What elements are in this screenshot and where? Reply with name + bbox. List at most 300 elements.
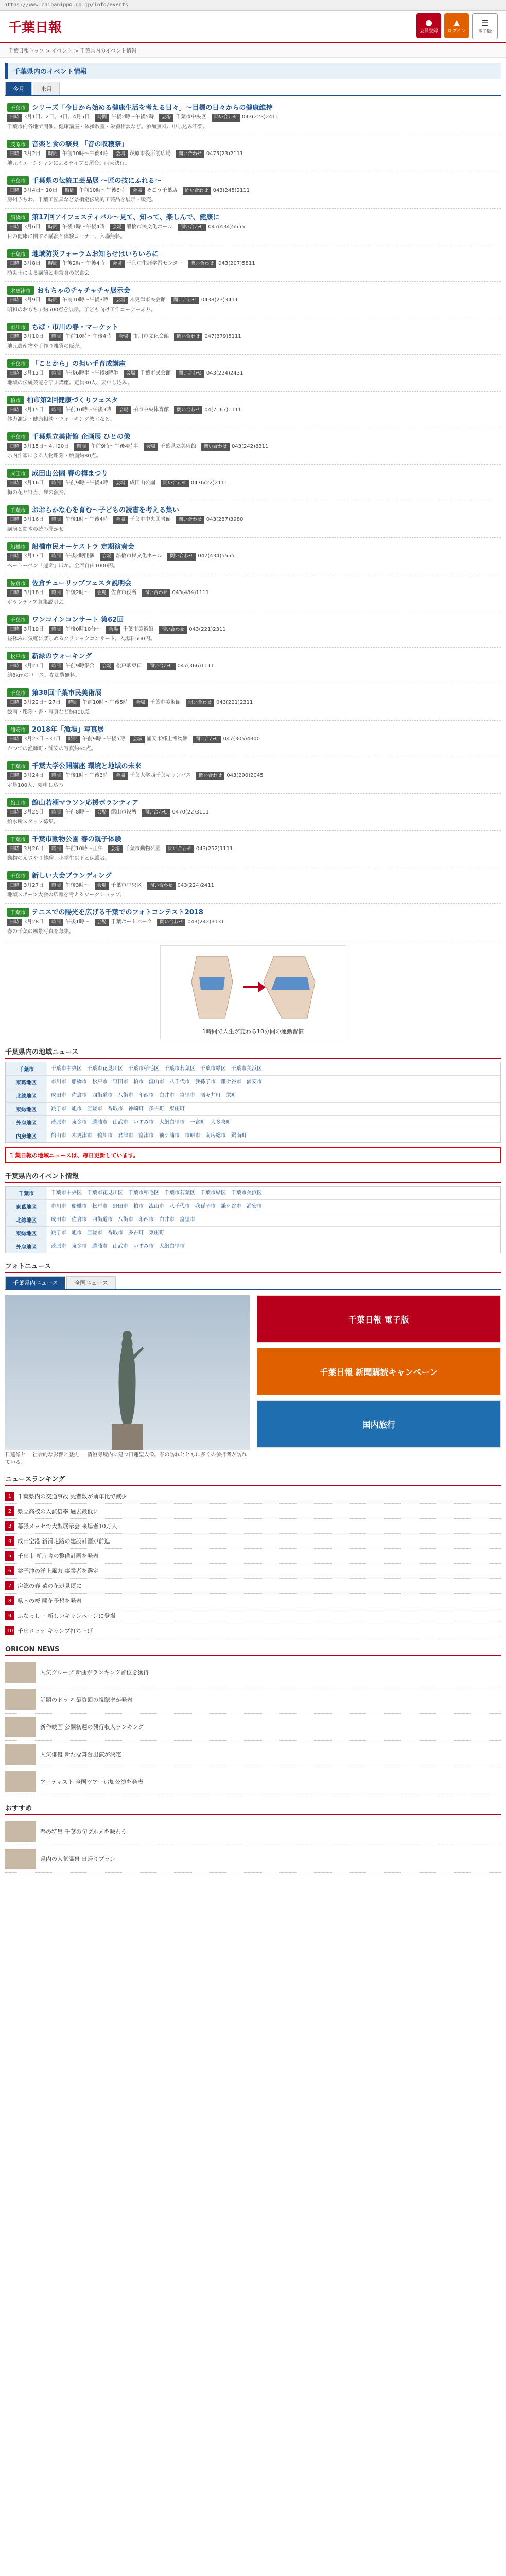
digital-edition-label: 電子版 xyxy=(478,29,492,35)
region-name[interactable]: 外房地区 xyxy=(6,1116,47,1129)
ranking-title-link[interactable]: 房総の春 菜の花が見頃に xyxy=(18,1583,82,1589)
event-meta xyxy=(7,296,499,304)
event-area-badge: 千葉市 xyxy=(7,871,29,880)
event-description: 地元ミュージシャンによるライブと屋台。雨天決行。 xyxy=(7,161,130,166)
event-head xyxy=(7,907,499,917)
city-link[interactable]: 南房総市 xyxy=(205,1133,226,1139)
region-name[interactable]: 千葉市 xyxy=(6,1062,47,1075)
event-title-link[interactable]: 第17回アイフェスティバル〜見て、知って、楽しんで、健康に xyxy=(32,214,220,222)
city-link[interactable]: 旭市 xyxy=(72,1230,82,1236)
tab-photo-local[interactable]: 千葉県内ニュース xyxy=(5,1276,65,1289)
recommend-thumbnail xyxy=(5,1821,36,1842)
city-link[interactable]: 船橋市 xyxy=(72,1079,87,1085)
region-name[interactable]: 東総地区 xyxy=(6,1103,47,1115)
city-link[interactable]: 酒々井町 xyxy=(200,1093,221,1098)
region-cities xyxy=(47,1213,500,1226)
event-meta-key: 時間 xyxy=(95,114,109,122)
tab-this-month[interactable]: 今月 xyxy=(5,82,32,95)
city-link[interactable]: 神崎町 xyxy=(128,1106,144,1112)
event-title-link[interactable]: 館山若潮マラソン応援ボランティア xyxy=(32,799,138,807)
rank-number: 2 xyxy=(5,1506,14,1516)
event-contact: 0438(23)3411 xyxy=(201,297,238,303)
city-link[interactable]: 鎌ケ谷市 xyxy=(221,1204,241,1209)
event-place: 松戸駅東口 xyxy=(116,663,142,669)
event-meta xyxy=(7,552,499,561)
city-link[interactable]: 旭市 xyxy=(72,1106,82,1112)
recommend-thumbnail xyxy=(5,1849,36,1869)
city-link[interactable]: 千葉市花見川区 xyxy=(87,1066,123,1072)
oricon-news-item[interactable] xyxy=(5,1659,501,1686)
city-link[interactable]: 野田市 xyxy=(113,1204,128,1209)
city-link[interactable]: 野田市 xyxy=(113,1079,128,1085)
city-link[interactable]: 浦安市 xyxy=(247,1204,262,1209)
event-title-link[interactable]: 音楽と食の祭典 「音の収穫祭」 xyxy=(32,141,128,148)
event-item[interactable] xyxy=(5,867,501,904)
event-meta-key: 会場 xyxy=(95,809,109,817)
city-link[interactable]: 匝瑳市 xyxy=(87,1230,102,1236)
promo-digital[interactable] xyxy=(257,1295,501,1343)
event-date: 3月22日〜27日 xyxy=(24,700,61,705)
city-link[interactable]: 白井市 xyxy=(159,1093,175,1098)
event-meta-key: 会場 xyxy=(133,699,148,707)
event-meta-key: 日時 xyxy=(7,516,22,524)
breadcrumb[interactable]: 千葉日報トップ > イベント > 千葉県内のイベント情報 xyxy=(0,43,506,58)
event-meta xyxy=(7,333,499,341)
city-link[interactable]: 千葉市美浜区 xyxy=(231,1190,262,1196)
event-meta-key: 問い合わせ xyxy=(201,443,230,451)
city-link[interactable]: 成田市 xyxy=(51,1217,66,1223)
city-link[interactable]: 鋸南町 xyxy=(231,1133,247,1139)
city-link[interactable]: 館山市 xyxy=(51,1133,66,1139)
region-name[interactable]: 千葉市 xyxy=(6,1187,47,1199)
event-area-badge: 千葉市 xyxy=(7,761,29,770)
event-meta xyxy=(7,735,499,743)
event-meta-key: 時間 xyxy=(74,443,89,451)
ranking-title-link[interactable]: 銚子沖の洋上風力 事業者を選定 xyxy=(18,1568,99,1574)
event-title-link[interactable]: シリーズ「今日から始める健康生活を考える日々」〜目標の日々からの健康維持 xyxy=(32,104,273,112)
city-link[interactable]: 印西市 xyxy=(138,1093,154,1098)
city-link[interactable]: 白井市 xyxy=(159,1217,175,1223)
recommend-item[interactable] xyxy=(5,1818,501,1845)
event-area-badge: 千葉市 xyxy=(7,359,29,368)
city-link[interactable]: 多古町 xyxy=(128,1230,144,1236)
city-link[interactable]: いすみ市 xyxy=(133,1244,154,1249)
event-time: 午後1時〜午後3時 xyxy=(65,773,108,778)
ranking-title-link[interactable]: 幕張メッセで大型展示会 来場者10万人 xyxy=(18,1523,117,1530)
rank-number: 9 xyxy=(5,1611,14,1620)
city-link[interactable]: 香取市 xyxy=(108,1106,123,1112)
promo-travel-label: 国内旅行 xyxy=(257,1401,501,1447)
recommend-headline[interactable]: 県内の人気温泉 日帰りプラン xyxy=(40,1856,116,1862)
event-item[interactable] xyxy=(5,428,501,465)
oricon-headline[interactable]: アーティスト 全国ツアー追加公演を発表 xyxy=(40,1778,143,1785)
region-row xyxy=(6,1200,500,1213)
city-link[interactable]: 千葉市若葉区 xyxy=(164,1066,195,1072)
event-meta-key: 問い合わせ xyxy=(159,626,187,634)
oricon-headline[interactable]: 人気俳優 新たな舞台出演が決定 xyxy=(40,1751,121,1758)
event-meta-key: 時間 xyxy=(49,809,63,817)
city-link[interactable]: 大網白里市 xyxy=(159,1120,185,1125)
ranking-item[interactable] xyxy=(5,1564,501,1579)
ranking-item[interactable] xyxy=(5,1623,501,1638)
event-item[interactable] xyxy=(5,501,501,538)
city-link[interactable]: 勝浦市 xyxy=(92,1244,108,1249)
event-title-link[interactable]: 千葉県立美術館 企画展 ひとの像 xyxy=(32,433,131,441)
event-date: 3月8日 xyxy=(24,261,41,266)
ads-title: おすすめ xyxy=(5,1803,501,1815)
event-meta-key: 日時 xyxy=(7,626,22,634)
region-row xyxy=(6,1089,500,1103)
event-item[interactable] xyxy=(5,831,501,867)
region-name[interactable]: 東総地区 xyxy=(6,1227,47,1240)
city-link[interactable]: 市原市 xyxy=(185,1133,200,1139)
city-link[interactable]: 松戸市 xyxy=(92,1204,108,1209)
ad-banner[interactable] xyxy=(160,945,346,1039)
event-item[interactable] xyxy=(5,392,501,428)
event-title-link[interactable]: 千葉市動物公園 春の親子体験 xyxy=(32,836,121,843)
event-meta-key: 日時 xyxy=(7,443,22,451)
event-meta xyxy=(7,625,499,634)
city-link[interactable]: 大網白里市 xyxy=(159,1244,185,1249)
city-link[interactable]: 匝瑳市 xyxy=(87,1106,102,1112)
ranking-item[interactable] xyxy=(5,1489,501,1504)
city-link[interactable]: 千葉市中央区 xyxy=(51,1066,82,1072)
register-button[interactable] xyxy=(416,13,441,38)
city-link[interactable]: 松戸市 xyxy=(92,1079,108,1085)
city-link[interactable]: 千葉市中央区 xyxy=(51,1190,82,1196)
oricon-headline[interactable]: 話題のドラマ 最終回の視聴率が発表 xyxy=(40,1697,133,1703)
city-link[interactable]: 東金市 xyxy=(72,1120,87,1125)
ranking-item[interactable] xyxy=(5,1608,501,1623)
ranking-title-link[interactable]: 成田空港 新滑走路の建設計画が前進 xyxy=(18,1538,110,1545)
event-date: 3月1日、2日、3日、4月5日 xyxy=(24,114,90,120)
city-link[interactable]: 栄町 xyxy=(226,1093,236,1098)
event-title-link[interactable]: ワンコインコンサート 第62回 xyxy=(32,616,124,624)
event-area-badge: 木更津市 xyxy=(7,286,34,295)
city-link[interactable]: 船橋市 xyxy=(72,1204,87,1209)
regions-notice[interactable]: 千葉日報の地域ニュースは、毎日更新しています。 xyxy=(5,1147,501,1163)
event-meta-key: 時間 xyxy=(49,919,63,926)
ranking-title-link[interactable]: 千葉市 新庁舎の整備計画を発表 xyxy=(18,1553,99,1560)
tab-next-month[interactable]: 来月 xyxy=(33,82,60,95)
event-item[interactable] xyxy=(5,282,501,318)
city-link[interactable]: 千葉市花見川区 xyxy=(87,1190,123,1196)
event-description: 春の千葉の風景写真を募集。 xyxy=(7,929,74,935)
region-name[interactable]: 北総地区 xyxy=(6,1213,47,1226)
region-name[interactable]: 東葛地区 xyxy=(6,1076,47,1089)
rank-number: 10 xyxy=(5,1626,14,1635)
statue-icon xyxy=(107,1326,148,1450)
event-title-link[interactable]: 千葉県の伝統工芸品展 〜匠の技にふれる〜 xyxy=(32,177,162,185)
event-item[interactable] xyxy=(5,648,501,684)
event-time: 午前9時〜午後4時 xyxy=(65,480,108,486)
city-link[interactable]: 千葉市緑区 xyxy=(200,1190,226,1196)
event-area-badge: 千葉市 xyxy=(7,249,29,258)
city-link[interactable]: 成田市 xyxy=(51,1093,66,1098)
city-link[interactable]: 鴨川市 xyxy=(97,1133,113,1139)
ad-illustration xyxy=(161,946,346,1023)
city-link[interactable]: 香取市 xyxy=(108,1230,123,1236)
photo-news-area xyxy=(5,1295,501,1466)
event-place: 千葉県立美術館 xyxy=(160,444,196,449)
url-bar[interactable]: https://www.chibanippo.co.jp/info/events xyxy=(0,0,506,11)
city-link[interactable]: 印西市 xyxy=(138,1217,154,1223)
event-item[interactable] xyxy=(5,574,501,611)
event-meta-key: 時間 xyxy=(49,845,63,853)
city-link[interactable]: 千葉市緑区 xyxy=(200,1066,226,1072)
region-cities xyxy=(47,1200,500,1213)
region-name[interactable]: 東葛地区 xyxy=(6,1200,47,1213)
oricon-news-item[interactable] xyxy=(5,1714,501,1741)
city-link[interactable]: 勝浦市 xyxy=(92,1120,108,1125)
city-link[interactable]: 銚子市 xyxy=(51,1106,66,1112)
event-title-link[interactable]: 千葉大学公開講座 環境と地域の未来 xyxy=(32,762,142,770)
event-title-link[interactable]: 「ことから」の担い手育成講座 xyxy=(32,360,126,368)
city-link[interactable]: 我孫子市 xyxy=(195,1079,216,1085)
login-button[interactable] xyxy=(444,13,469,38)
event-item[interactable] xyxy=(5,172,501,209)
promo-travel[interactable] xyxy=(257,1400,501,1448)
event-description: 県内作家による人物彫刻・絵画約80点。 xyxy=(7,453,101,459)
digital-edition-button[interactable] xyxy=(472,13,498,39)
event-meta-key: 時間 xyxy=(46,260,60,268)
photo-news-caption: 日蓮像と一 社会的な影響と歴史 — 清澄寺境内に建つ日蓮聖人像。春の訪れとともに多くの参拝者が訪れている。 xyxy=(5,1452,247,1465)
event-title-link[interactable]: 柏市第2回健康づくりフェスタ xyxy=(27,397,118,404)
event-contact: 043(224)2411 xyxy=(177,883,214,888)
event-area-badge: 茂原市 xyxy=(7,140,29,148)
site-header xyxy=(0,11,506,43)
region-name[interactable]: 北総地区 xyxy=(6,1089,47,1102)
event-title-link[interactable]: テニスでの陽光を広げる千葉でのフォトコンテスト2018 xyxy=(32,909,203,917)
event-head xyxy=(7,870,499,880)
ranking-title-link[interactable]: 県内の桜 開花予想を発表 xyxy=(18,1598,82,1604)
city-link[interactable]: 市川市 xyxy=(51,1204,66,1209)
event-contact: 0475(23)2111 xyxy=(206,151,243,157)
region-cities xyxy=(47,1129,500,1142)
city-link[interactable]: 千葉市稲毛区 xyxy=(128,1066,159,1072)
event-item[interactable] xyxy=(5,245,501,282)
ranking-item[interactable] xyxy=(5,1519,501,1534)
event-date: 3月15日 xyxy=(24,407,44,413)
city-link[interactable]: 茂原市 xyxy=(51,1120,66,1125)
region-row xyxy=(6,1116,500,1129)
city-link[interactable]: 君津市 xyxy=(118,1133,133,1139)
ranking-item[interactable] xyxy=(5,1504,501,1519)
event-item[interactable] xyxy=(5,135,501,172)
event-meta-key: 問い合わせ xyxy=(157,919,185,926)
event-item[interactable] xyxy=(5,611,501,648)
register-button-label: 会員登録 xyxy=(419,28,438,34)
city-link[interactable]: 八街市 xyxy=(118,1217,133,1223)
event-meta-key: 問い合わせ xyxy=(212,114,240,122)
event-time: 午後2時〜 xyxy=(65,590,90,596)
city-link[interactable]: 富津市 xyxy=(138,1133,154,1139)
event-title-link[interactable]: 新緑のウォーキング xyxy=(32,653,92,660)
event-head xyxy=(7,504,499,514)
event-date: 3月15日〜4月20日 xyxy=(24,444,69,449)
event-description: 梅の花と野点、琴の演奏。 xyxy=(7,490,69,496)
rank-number: 6 xyxy=(5,1566,14,1575)
city-link[interactable]: 浦安市 xyxy=(247,1079,262,1085)
event-meta xyxy=(7,223,499,231)
city-link[interactable]: 佐倉市 xyxy=(72,1093,87,1098)
event-title-link[interactable]: 第38回千葉市民美術展 xyxy=(32,689,102,697)
city-link[interactable]: 千葉市若葉区 xyxy=(164,1190,195,1196)
event-title-link[interactable]: おもちゃのチャチャチャ展示会 xyxy=(37,287,130,295)
city-link[interactable]: 千葉市美浜区 xyxy=(231,1066,262,1072)
region-name[interactable]: 外房地区 xyxy=(6,1240,47,1253)
event-head xyxy=(7,578,499,587)
event-contact: 047(434)5555 xyxy=(198,553,235,559)
oricon-news-item[interactable] xyxy=(5,1768,501,1795)
event-meta-key: 問い合わせ xyxy=(142,589,170,597)
city-link[interactable]: 流山市 xyxy=(149,1204,164,1209)
event-head xyxy=(7,102,499,112)
city-link[interactable]: 柏市 xyxy=(133,1079,144,1085)
event-meta-key: 会場 xyxy=(124,370,138,378)
event-title-link[interactable]: 船橋市民オーケストラ 定期演奏会 xyxy=(32,543,135,551)
city-link[interactable]: 八街市 xyxy=(118,1093,133,1098)
event-time: 午後1時〜午後4時 xyxy=(65,517,108,522)
regions2-title: 千葉県内のイベント情報 xyxy=(5,1171,501,1183)
event-meta xyxy=(7,662,499,670)
event-meta-key: 問い合わせ xyxy=(176,370,204,378)
event-meta xyxy=(7,113,499,122)
city-link[interactable]: 流山市 xyxy=(149,1079,164,1085)
event-description: 講演と絵本の読み聞かせ。 xyxy=(7,527,69,532)
rank-number: 3 xyxy=(5,1521,14,1531)
city-link[interactable]: 銚子市 xyxy=(51,1230,66,1236)
recommend-item[interactable] xyxy=(5,1845,501,1873)
event-item[interactable] xyxy=(5,538,501,574)
region-name[interactable]: 内房地区 xyxy=(6,1129,47,1142)
event-item[interactable] xyxy=(5,99,501,135)
city-link[interactable]: 多古町 xyxy=(149,1106,164,1112)
event-place: 柏市中央体育館 xyxy=(133,407,169,413)
site-logo[interactable]: 千葉日報 xyxy=(8,20,62,36)
event-item[interactable] xyxy=(5,465,501,501)
event-description: 地域スポーツ大会の広報を考えるワークショップ。 xyxy=(7,892,125,898)
city-link[interactable]: 袖ケ浦市 xyxy=(159,1133,180,1139)
city-link[interactable]: 八千代市 xyxy=(169,1204,190,1209)
event-item[interactable] xyxy=(5,794,501,831)
city-link[interactable]: 一宮町 xyxy=(190,1120,205,1125)
city-link[interactable]: 山武市 xyxy=(113,1244,128,1249)
city-link[interactable]: 東金市 xyxy=(72,1244,87,1249)
event-contact: 04(7167)1111 xyxy=(204,407,241,413)
city-link[interactable]: 四街道市 xyxy=(92,1217,113,1223)
city-link[interactable]: いすみ市 xyxy=(133,1120,154,1125)
event-time: 午後0時10分〜 xyxy=(65,626,101,632)
event-head xyxy=(7,687,499,697)
event-item[interactable] xyxy=(5,904,501,940)
event-item[interactable] xyxy=(5,757,501,794)
event-meta xyxy=(7,187,499,195)
event-area-badge: 浦安市 xyxy=(7,725,29,734)
city-link[interactable]: 山武市 xyxy=(113,1120,128,1125)
city-link[interactable]: 八千代市 xyxy=(169,1079,190,1085)
rank-number: 1 xyxy=(5,1492,14,1501)
event-place: 千葉市生涯学習センター xyxy=(126,261,183,266)
event-item[interactable] xyxy=(5,684,501,721)
city-link[interactable]: 我孫子市 xyxy=(195,1204,216,1209)
event-title-link[interactable]: おおらかな心を育む〜子どもの読書を考える集い xyxy=(32,506,180,514)
city-link[interactable]: 千葉市稲毛区 xyxy=(128,1190,159,1196)
city-link[interactable]: 佐倉市 xyxy=(72,1217,87,1223)
event-head xyxy=(7,395,499,404)
event-title-link[interactable]: 新しい大会ブランディング xyxy=(32,872,112,880)
event-head xyxy=(7,139,499,148)
rank-number: 5 xyxy=(5,1551,14,1561)
recommend-headline[interactable]: 春の特集 千葉の旬グルメを味わう xyxy=(40,1828,127,1835)
event-time: 午前9時〜午後5時 xyxy=(82,736,125,742)
city-link[interactable]: 富里市 xyxy=(180,1217,195,1223)
event-meta xyxy=(7,406,499,414)
ranking-item[interactable] xyxy=(5,1594,501,1608)
event-area-badge: 千葉市 xyxy=(7,615,29,624)
ranking-item[interactable] xyxy=(5,1579,501,1594)
tab-photo-national[interactable]: 全国ニュース xyxy=(66,1276,115,1289)
event-item[interactable] xyxy=(5,318,501,355)
oricon-headline[interactable]: 新作映画 公開初週の興行収入ランキング xyxy=(40,1724,144,1731)
oricon-news-item[interactable] xyxy=(5,1686,501,1714)
rank-number: 8 xyxy=(5,1596,14,1605)
city-link[interactable]: 鎌ケ谷市 xyxy=(221,1079,241,1085)
event-time: 午後6時半〜午後8時半 xyxy=(65,370,118,376)
event-title-link[interactable]: 地域防災フォーラムお知らせはいろいろに xyxy=(32,250,159,258)
city-link[interactable]: 四街道市 xyxy=(92,1093,113,1098)
city-link[interactable]: 大多喜町 xyxy=(211,1120,231,1125)
event-place: 浦安市郷土博物館 xyxy=(146,736,188,742)
promo-subscribe[interactable] xyxy=(257,1348,501,1395)
oricon-headline[interactable]: 人気グループ 新曲がランキング首位を獲得 xyxy=(40,1669,149,1676)
event-description: 給水所スタッフ募集。 xyxy=(7,819,59,825)
ranking-title-link[interactable]: 千葉ロッテ キャンプ打ち上げ xyxy=(18,1628,93,1634)
event-title-link[interactable]: ちば・市川の春・マーケット xyxy=(32,324,119,331)
event-item[interactable] xyxy=(5,209,501,245)
event-item[interactable] xyxy=(5,721,501,757)
ranking-title-link[interactable]: ふなっしー 新しいキャンペーンに登場 xyxy=(18,1613,116,1619)
event-title-link[interactable]: 佐倉チューリップフェスタ説明会 xyxy=(32,580,132,587)
city-link[interactable]: 茂原市 xyxy=(51,1244,66,1249)
photo-news-image[interactable] xyxy=(5,1295,250,1450)
ranking-item[interactable] xyxy=(5,1534,501,1549)
event-meta-key: 問い合わせ xyxy=(174,406,202,414)
city-link[interactable]: 東庄町 xyxy=(149,1230,164,1236)
city-link[interactable]: 木更津市 xyxy=(72,1133,92,1139)
region-row xyxy=(6,1076,500,1089)
event-contact: 043(252)1111 xyxy=(196,846,233,852)
event-place: 佐倉市役所 xyxy=(111,590,137,596)
event-date: 3月19日 xyxy=(24,626,44,632)
oricon-news-item[interactable] xyxy=(5,1741,501,1768)
city-link[interactable]: 市川市 xyxy=(51,1079,66,1085)
ranking-title-link[interactable]: 千葉県内の交通事故 死者数が前年比で減少 xyxy=(18,1493,127,1500)
event-title-link[interactable]: 成田山公園 春の梅まつり xyxy=(32,470,108,478)
city-link[interactable]: 東庄町 xyxy=(169,1106,185,1112)
city-link[interactable]: 富里市 xyxy=(180,1093,195,1098)
city-link[interactable]: 柏市 xyxy=(133,1204,144,1209)
region-cities xyxy=(47,1062,500,1075)
event-title-link[interactable]: 2018年「漁場」写真展 xyxy=(32,726,104,734)
ranking-item[interactable] xyxy=(5,1549,501,1564)
event-place: 木更津市民会館 xyxy=(129,297,166,303)
event-area-badge: 成田市 xyxy=(7,469,29,478)
ranking-title-link[interactable]: 県立高校の入試倍率 過去最低に xyxy=(18,1508,99,1515)
event-description: 地元農産物や手作り雑貨の販売。 xyxy=(7,344,84,349)
event-description: 房州うちわ、千葉工匠具など県指定伝統的工芸品を展示・販売。 xyxy=(7,197,156,203)
event-item[interactable] xyxy=(5,355,501,392)
